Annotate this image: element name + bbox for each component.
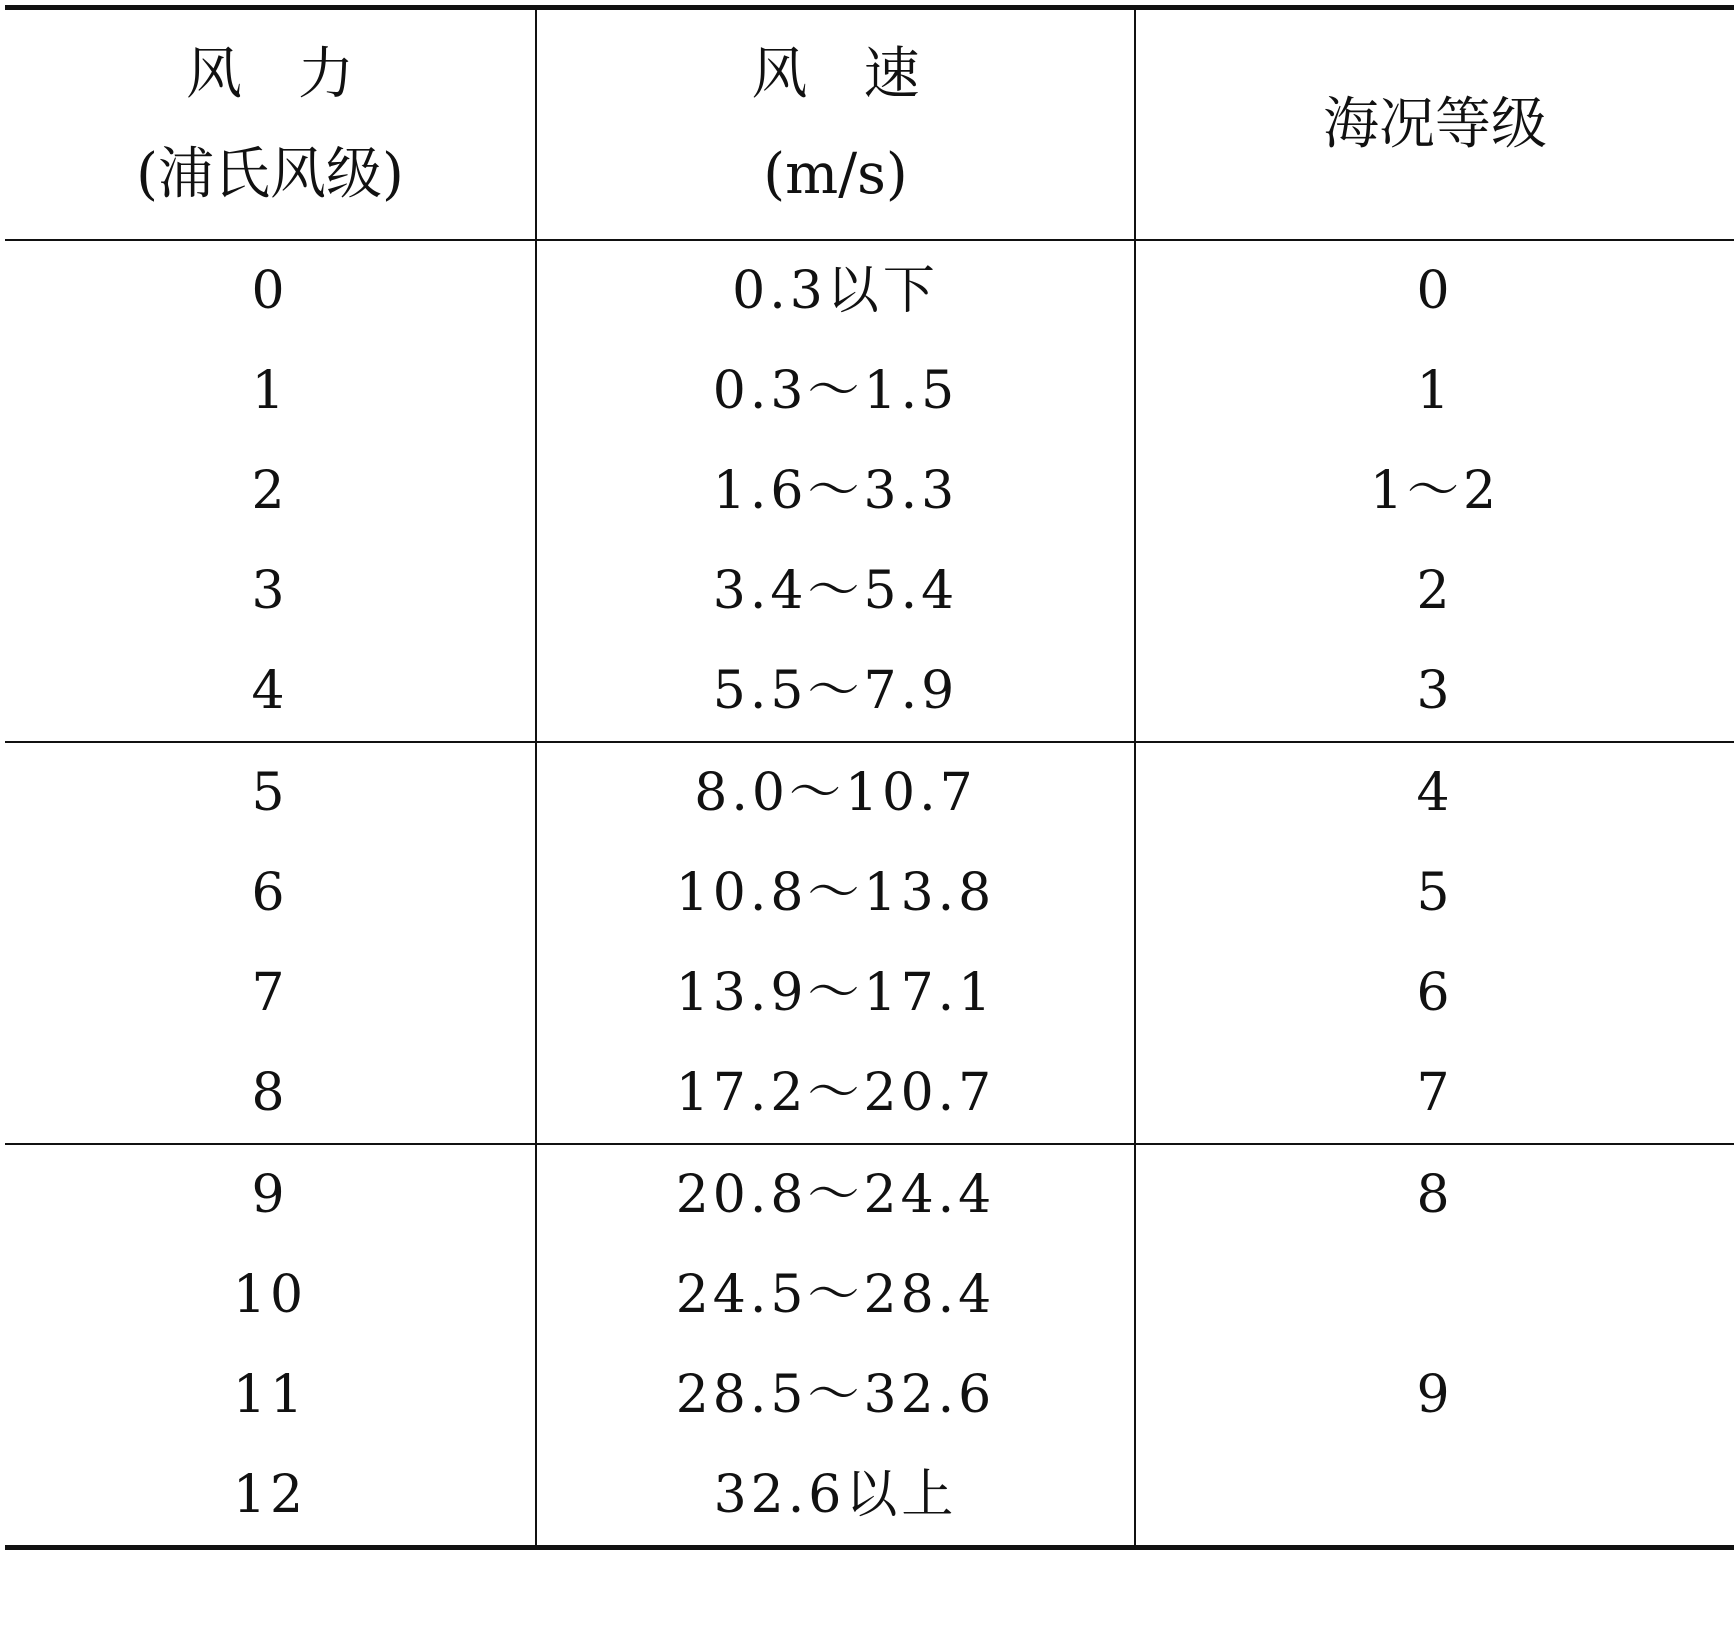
header-wind-speed-title: 风 速 bbox=[751, 41, 920, 107]
table-row bbox=[5, 1345, 1734, 1445]
cell-wind-speed: 28.5～32.6 bbox=[536, 1345, 1135, 1445]
cell-wind-speed: 32.6以上 bbox=[536, 1445, 1135, 1548]
cell-wind-force: 10 bbox=[232, 1265, 308, 1325]
table-row bbox=[5, 943, 1734, 1043]
cell-sea-state bbox=[1135, 1245, 1734, 1345]
table-row bbox=[5, 441, 1734, 541]
cell-wind-force: 6 bbox=[251, 863, 289, 923]
table-header bbox=[5, 8, 1734, 241]
cell-sea-state: 1～2 bbox=[1135, 441, 1734, 541]
table-row bbox=[5, 1245, 1734, 1345]
cell-wind-speed: 10.8～13.8 bbox=[536, 843, 1135, 943]
header-wind-force-unit: (浦氏风级) bbox=[136, 141, 404, 207]
cell-wind-force: 3 bbox=[251, 561, 289, 621]
cell-wind-force: 5 bbox=[251, 763, 289, 823]
cell-wind-speed: 5.5～7.9 bbox=[536, 641, 1135, 742]
cell-wind-force: 8 bbox=[251, 1063, 289, 1123]
table-row bbox=[5, 341, 1734, 441]
cell-wind-speed: 3.4～5.4 bbox=[536, 541, 1135, 641]
cell-wind-speed: 8.0～10.7 bbox=[536, 742, 1135, 843]
cell-sea-state: 9 bbox=[1135, 1345, 1734, 1445]
header-sea-state bbox=[1135, 8, 1734, 241]
header-wind-force-title: 风 力 bbox=[186, 41, 354, 107]
cell-sea-state: 2 bbox=[1135, 541, 1734, 641]
cell-sea-state: 1 bbox=[1135, 341, 1734, 441]
header-wind-speed-unit: (m/s) bbox=[763, 141, 908, 207]
table-row bbox=[5, 843, 1734, 943]
cell-sea-state: 4 bbox=[1135, 742, 1734, 843]
cell-sea-state: 8 bbox=[1135, 1144, 1734, 1245]
cell-wind-force: 9 bbox=[251, 1165, 289, 1225]
row-group-2 bbox=[5, 742, 1734, 1144]
cell-wind-speed: 1.6～3.3 bbox=[536, 441, 1135, 541]
cell-wind-force: 11 bbox=[232, 1365, 308, 1425]
cell-wind-force: 12 bbox=[232, 1465, 308, 1525]
cell-wind-speed: 0.3以下 bbox=[536, 240, 1135, 341]
cell-wind-speed: 24.5～28.4 bbox=[536, 1245, 1135, 1345]
cell-wind-force: 2 bbox=[251, 461, 289, 521]
cell-sea-state: 6 bbox=[1135, 943, 1734, 1043]
cell-wind-speed: 17.2～20.7 bbox=[536, 1043, 1135, 1144]
cell-sea-state: 5 bbox=[1135, 843, 1734, 943]
table-row bbox=[5, 1445, 1734, 1548]
cell-wind-speed: 13.9～17.1 bbox=[536, 943, 1135, 1043]
table-row bbox=[5, 1043, 1734, 1144]
row-group-1 bbox=[5, 240, 1734, 742]
header-wind-speed bbox=[536, 8, 1135, 241]
table-row bbox=[5, 541, 1734, 641]
wind-sea-state-table bbox=[5, 5, 1734, 1550]
header-sea-state-title: 海况等级 bbox=[1323, 91, 1547, 157]
cell-sea-state bbox=[1135, 1445, 1734, 1548]
row-group-3 bbox=[5, 1144, 1734, 1548]
cell-wind-speed: 0.3～1.5 bbox=[536, 341, 1135, 441]
table-row bbox=[5, 641, 1734, 742]
cell-wind-force: 0 bbox=[251, 261, 289, 321]
cell-sea-state: 0 bbox=[1135, 240, 1734, 341]
wind-sea-state-table-container bbox=[5, 5, 1734, 1634]
header-wind-force bbox=[5, 8, 536, 241]
header-row bbox=[5, 8, 1734, 241]
cell-wind-force: 4 bbox=[251, 661, 289, 721]
table-row bbox=[5, 1144, 1734, 1245]
cell-wind-force: 1 bbox=[251, 361, 289, 421]
table-row bbox=[5, 240, 1734, 341]
cell-sea-state: 3 bbox=[1135, 641, 1734, 742]
cell-sea-state: 7 bbox=[1135, 1043, 1734, 1144]
cell-wind-speed: 20.8～24.4 bbox=[536, 1144, 1135, 1245]
cell-wind-force: 7 bbox=[251, 963, 289, 1023]
table-row bbox=[5, 742, 1734, 843]
